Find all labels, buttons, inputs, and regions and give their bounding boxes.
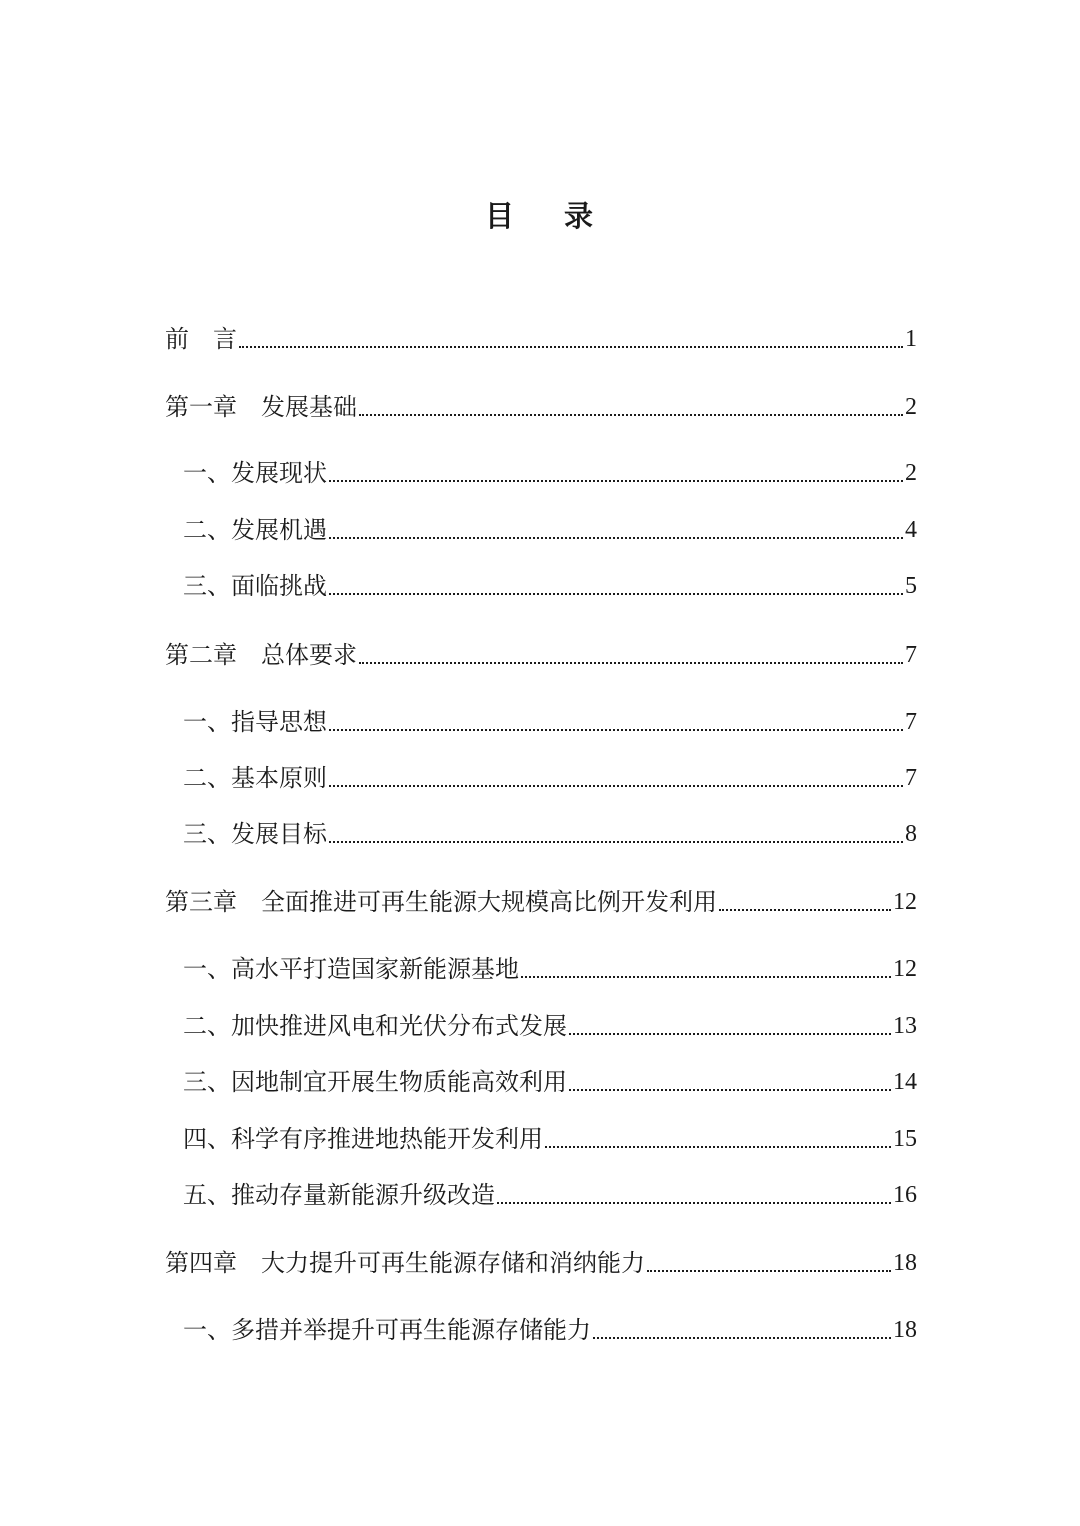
dot-leader [329,729,903,731]
toc-entry-preface[interactable] [165,318,917,354]
toc-entry-label: 第三章 全面推进可再生能源大规模高比例开发利用 [165,888,717,916]
dot-leader [329,841,903,843]
toc-entry-label: 二、基本原则 [183,764,327,792]
dot-leader [647,1270,891,1272]
toc-entry-label: 第二章 总体要求 [165,641,357,669]
toc-title-part-2: 录 [564,199,596,233]
dot-leader [569,1033,891,1035]
toc-entry-label: 一、多措并举提升可再生能源存储能力 [183,1316,591,1344]
toc-entry-page-number: 7 [905,765,917,791]
toc-entry-page-number: 14 [893,1069,917,1095]
dot-leader [329,537,903,539]
toc-entry-section[interactable] [183,948,917,984]
dot-leader [497,1202,891,1204]
toc-entry-section[interactable] [183,509,917,545]
dot-leader [329,785,903,787]
toc-entry-page-number: 15 [893,1126,917,1152]
toc-entry-page-number: 5 [905,573,917,599]
toc-entry-page-number: 13 [893,1013,917,1039]
toc-entry-page-number: 2 [905,394,917,420]
toc-entry-label: 一、发展现状 [183,459,327,487]
toc-entry-section[interactable] [183,1174,917,1210]
dot-leader [239,346,903,348]
dot-leader [593,1337,891,1339]
toc-entry-page-number: 7 [905,642,917,668]
toc-entry-label: 第四章 大力提升可再生能源存储和消纳能力 [165,1249,645,1277]
toc-entry-page-number: 18 [893,1250,917,1276]
toc-title [0,196,1080,236]
dot-leader [719,909,891,911]
toc-entry-label: 第一章 发展基础 [165,393,357,421]
toc-entry-label: 一、指导思想 [183,708,327,736]
toc-entry-label: 前 言 [165,325,237,353]
toc-entry-section[interactable] [183,452,917,488]
toc-entry-section[interactable] [183,757,917,793]
dot-leader [521,976,891,978]
toc-entry-label: 三、面临挑战 [183,572,327,600]
toc-entry-label: 五、推动存量新能源升级改造 [183,1181,495,1209]
toc-entry-page-number: 4 [905,517,917,543]
toc-entry-section[interactable] [183,1309,917,1345]
toc-entry-chapter-3[interactable] [165,881,917,917]
toc-entry-page-number: 12 [893,956,917,982]
toc-entry-page-number: 2 [905,460,917,486]
dot-leader [329,480,903,482]
toc-entry-chapter-1[interactable] [165,386,917,422]
toc-entry-page-number: 8 [905,821,917,847]
toc-entry-section[interactable] [183,813,917,849]
toc-entry-page-number: 16 [893,1182,917,1208]
dot-leader [359,414,903,416]
dot-leader [569,1089,891,1091]
toc-entry-page-number: 1 [905,326,917,352]
toc-entry-label: 三、发展目标 [183,820,327,848]
dot-leader [545,1146,891,1148]
toc-entry-page-number: 7 [905,709,917,735]
toc-entry-page-number: 12 [893,889,917,915]
toc-entry-section[interactable] [183,1118,917,1154]
toc-entry-section[interactable] [183,1005,917,1041]
toc-entry-label: 二、加快推进风电和光伏分布式发展 [183,1012,567,1040]
toc-title-part-1: 目 [484,199,516,233]
toc-entry-label: 一、高水平打造国家新能源基地 [183,955,519,983]
toc-entry-section[interactable] [183,701,917,737]
toc-entry-page-number: 18 [893,1317,917,1343]
toc-entry-label: 四、科学有序推进地热能开发利用 [183,1125,543,1153]
toc-entry-label: 二、发展机遇 [183,516,327,544]
toc-entry-section[interactable] [183,565,917,601]
toc-entry-chapter-2[interactable] [165,634,917,670]
dot-leader [329,593,903,595]
toc-entry-chapter-4[interactable] [165,1242,917,1278]
toc-entry-section[interactable] [183,1061,917,1097]
toc-entry-label: 三、因地制宜开展生物质能高效利用 [183,1068,567,1096]
dot-leader [359,662,903,664]
